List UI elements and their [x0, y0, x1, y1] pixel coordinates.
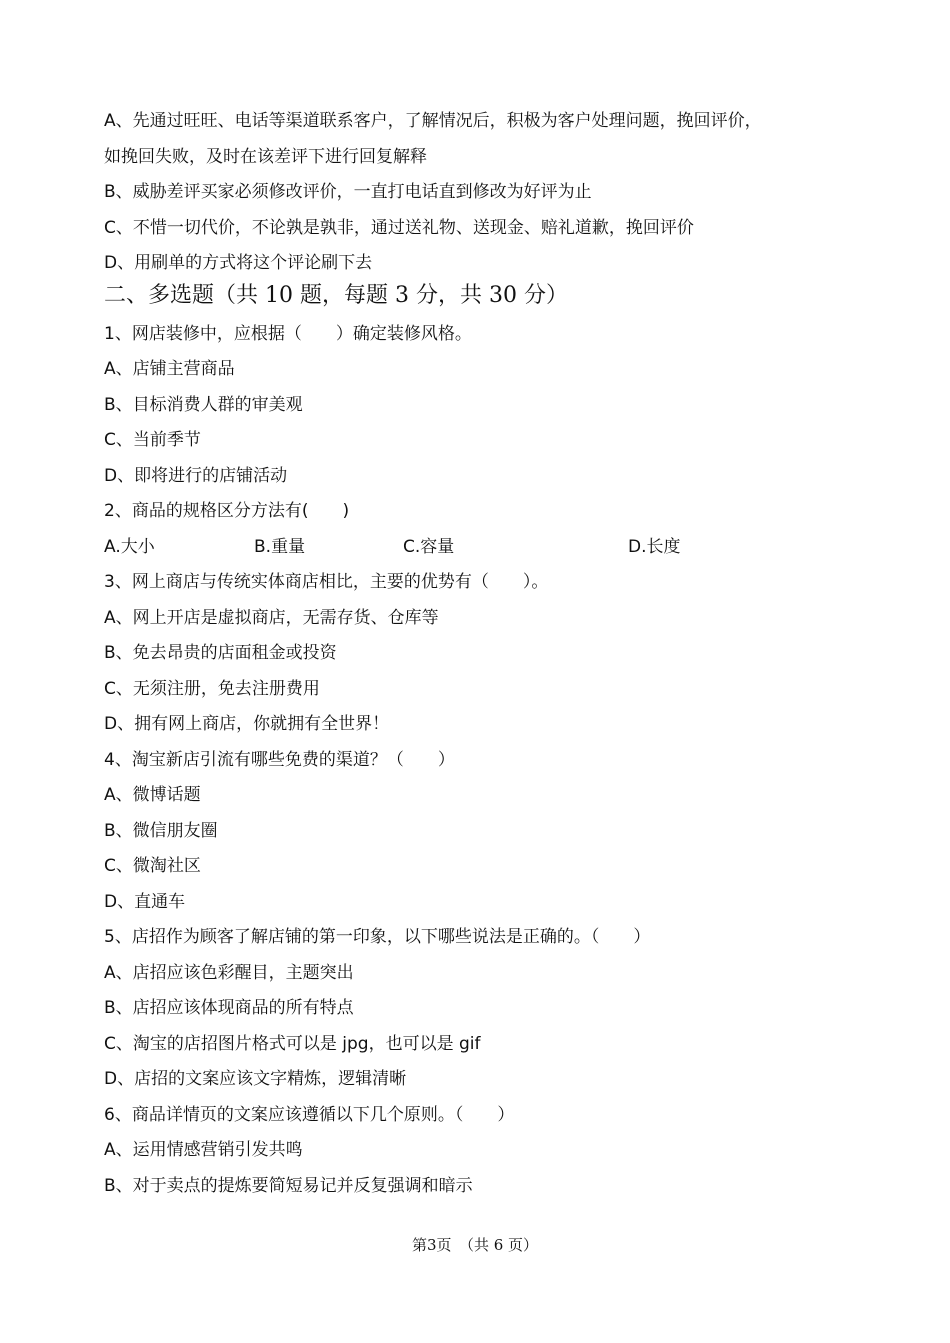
q2-option-d: D.长度	[628, 537, 681, 557]
q4-option-a: A、微博话题	[104, 785, 201, 805]
q1-option-b: B、目标消费人群的审美观	[104, 395, 303, 415]
q4-option-b: B、微信朋友圈	[104, 821, 218, 841]
q3-option-c: C、无须注册，免去注册费用	[104, 679, 320, 699]
q5-stem: 5、店招作为顾客了解店铺的第一印象，以下哪些说法是正确的。（ ）	[104, 927, 651, 947]
section-title: 二、多选题（共 10 题，每题 3 分，共 30 分）	[104, 283, 568, 308]
q6-stem: 6、商品详情页的文案应该遵循以下几个原则。（ ）	[104, 1105, 515, 1125]
prev-option-b: B、威胁差评买家必须修改评价，一直打电话直到修改为好评为止	[104, 182, 592, 202]
q6-option-b: B、对于卖点的提炼要简短易记并反复强调和暗示	[104, 1176, 473, 1196]
q2-stem: 2、商品的规格区分方法有( )	[104, 501, 350, 521]
prev-option-a-line1: A、先通过旺旺、电话等渠道联系客户，了解情况后，积极为客户处理问题，挽回评价，	[104, 111, 762, 131]
q3-option-a: A、网上开店是虚拟商店，无需存货、仓库等	[104, 608, 439, 628]
q5-option-a: A、店招应该色彩醒目，主题突出	[104, 963, 354, 983]
q3-stem: 3、网上商店与传统实体商店相比，主要的优势有（ ）。	[104, 572, 549, 592]
page-footer: 第3页 （共 6 页）	[411, 1236, 539, 1254]
prev-option-c: C、不惜一切代价，不论孰是孰非，通过送礼物、送现金、赔礼道歉，挽回评价	[104, 218, 694, 238]
prev-option-d: D、用刷单的方式将这个评论刷下去	[104, 253, 373, 273]
q4-option-c: C、微淘社区	[104, 856, 201, 876]
q5-option-c: C、淘宝的店招图片格式可以是 jpg，也可以是 gif	[104, 1034, 481, 1054]
q2-option-c: C.容量	[403, 537, 455, 557]
q4-option-d: D、直通车	[104, 892, 186, 912]
q6-option-a: A、运用情感营销引发共鸣	[104, 1140, 303, 1160]
q2-option-a: A.大小	[104, 537, 155, 557]
q5-option-b: B、店招应该体现商品的所有特点	[104, 998, 354, 1018]
q5-option-d: D、店招的文案应该文字精炼，逻辑清晰	[104, 1069, 407, 1089]
q1-option-c: C、当前季节	[104, 430, 201, 450]
prev-option-a-line2: 如挽回失败，及时在该差评下进行回复解释	[104, 147, 427, 167]
q1-stem: 1、网店装修中，应根据（ ）确定装修风格。	[104, 324, 472, 344]
q1-option-d: D、即将进行的店铺活动	[104, 466, 288, 486]
q4-stem: 4、淘宝新店引流有哪些免费的渠道？（ ）	[104, 750, 455, 770]
q3-option-d: D、拥有网上商店，你就拥有全世界！	[104, 714, 390, 734]
q2-option-b: B.重量	[254, 537, 306, 557]
q1-option-a: A、店铺主营商品	[104, 359, 235, 379]
q3-option-b: B、免去昂贵的店面租金或投资	[104, 643, 337, 663]
